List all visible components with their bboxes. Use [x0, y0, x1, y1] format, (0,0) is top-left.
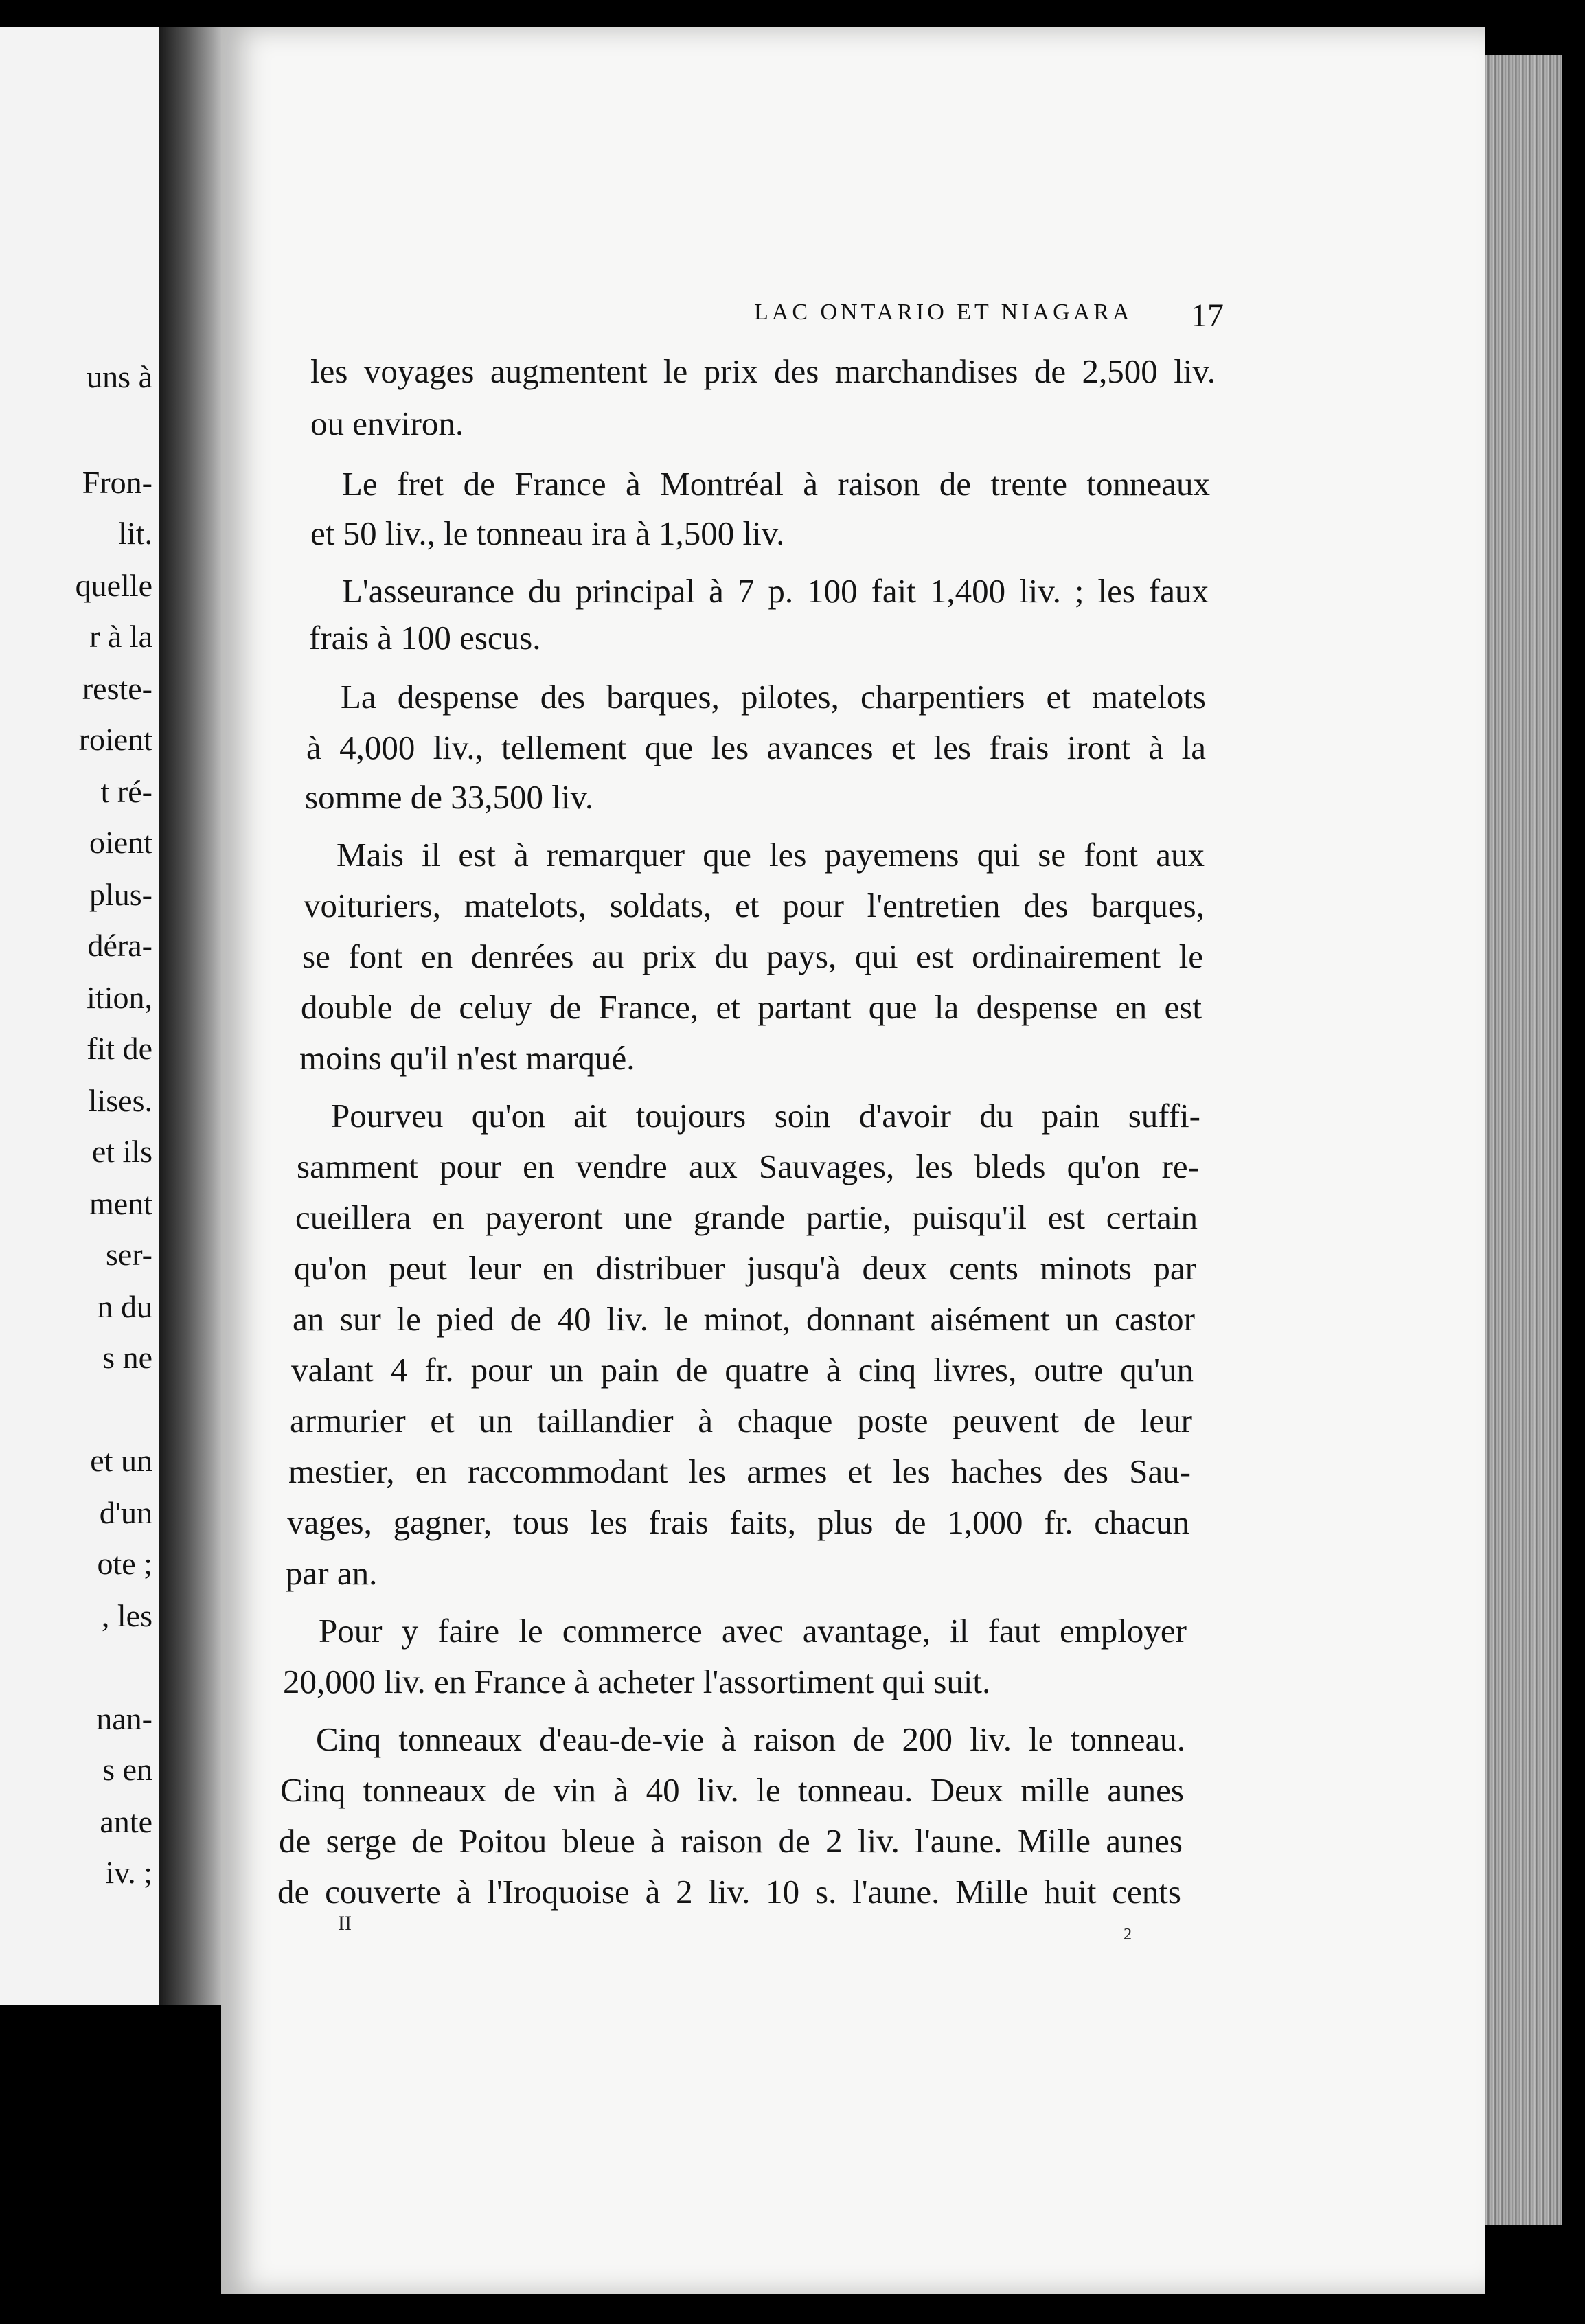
text-line: se font en denrées au prix du pays, qui est ordinairement le — [302, 937, 1203, 975]
page-edges — [1485, 55, 1562, 2225]
left-page-line: et ils — [91, 1134, 152, 1169]
text-line: de couverte à l'Iroquoise à 2 liv. 10 s. l'aune. Mille huit cents — [277, 1873, 1181, 1911]
text-line: et 50 liv., le tonneau ira à 1,500 liv. — [310, 514, 785, 552]
left-page-line: lises. — [88, 1083, 152, 1118]
text-line: mestier, en raccommodant les armes et les haches des Sau- — [288, 1452, 1191, 1490]
text-line: La despense des barques, pilotes, charpentiers et matelots — [341, 678, 1206, 716]
left-page-line: s ne — [102, 1340, 152, 1375]
left-page-line: t ré- — [100, 774, 152, 809]
text-line: somme de 33,500 liv. — [305, 778, 594, 816]
text-line: Cinq tonneaux d'eau-de-vie à raison de 200 liv. le tonneau. — [316, 1720, 1185, 1758]
left-page-line: n du — [97, 1289, 152, 1324]
left-page-line: uns à — [87, 359, 152, 394]
text-line: frais à 100 escus. — [309, 619, 541, 657]
left-page-line: nan- — [96, 1701, 152, 1736]
text-line: moins qu'il n'est marqué. — [299, 1039, 635, 1077]
text-line: Le fret de France à Montréal à raison de trente tonneaux — [342, 465, 1210, 503]
page-number: 17 — [1191, 297, 1224, 334]
left-page-line: ante — [100, 1804, 152, 1839]
text-line: à 4,000 liv., tellement que les avances et les frais iront à la — [306, 729, 1206, 766]
text-line: an sur le pied de 40 liv. le minot, donnant aisément un castor — [293, 1300, 1195, 1338]
main-page — [221, 27, 1485, 2294]
running-title: LAC ONTARIO ET NIAGARA — [754, 299, 1133, 325]
text-line: double de celuy de France, et partant que la despense en est — [301, 988, 1202, 1026]
left-page-line: Fron- — [82, 465, 152, 500]
signature-mark-right: 2 — [1124, 1926, 1132, 1944]
text-line: valant 4 fr. pour un pain de quatre à cinq livres, outre qu'un — [291, 1351, 1194, 1389]
left-page-line: oient — [89, 825, 152, 860]
text-line: vages, gagner, tous les frais faits, plus de 1,000 fr. chacun — [287, 1503, 1189, 1541]
left-page-line: reste- — [82, 671, 152, 706]
left-page-line: plus- — [89, 877, 152, 912]
text-line: voituriers, matelots, soldats, et pour l'entretien des barques, — [304, 887, 1205, 924]
text-line: Pourveu qu'on ait toujours soin d'avoir du pain suffi- — [331, 1097, 1200, 1135]
text-line: L'asseurance du principal à 7 p. 100 fait 1,400 liv. ; les faux — [342, 572, 1209, 610]
signature-mark-left: II — [338, 1912, 352, 1935]
text-line: Pour y faire le commerce avec avantage, il faut employer — [319, 1612, 1187, 1650]
left-facing-page — [0, 27, 180, 2005]
left-page-line: ote ; — [97, 1546, 152, 1581]
left-page-line: ment — [89, 1186, 152, 1221]
left-page-line: lit. — [118, 516, 152, 551]
text-line: ou environ. — [310, 405, 464, 442]
text-line: qu'on peut leur en distribuer jusqu'à deux cents minots par — [294, 1249, 1196, 1287]
left-page-line: déra- — [87, 928, 152, 963]
left-page-line: ser- — [105, 1237, 152, 1272]
page-body — [221, 27, 1485, 2294]
text-line: cueillera en payeront une grande partie, puisqu'il est certain — [295, 1198, 1198, 1236]
text-line: armurier et un taillandier à chaque poste peuvent de leur — [290, 1402, 1192, 1439]
left-page-line: d'un — [99, 1495, 152, 1530]
text-line: 20,000 liv. en France à acheter l'assortiment qui suit. — [283, 1663, 991, 1700]
text-line: Cinq tonneaux de vin à 40 liv. le tonneau. Deux mille aunes — [280, 1771, 1184, 1809]
left-page-line: iv. ; — [105, 1855, 152, 1890]
left-page-line: roient — [78, 722, 152, 757]
text-line: de serge de Poitou bleue à raison de 2 liv. l'aune. Mille aunes — [279, 1822, 1183, 1860]
text-line: samment pour en vendre aux Sauvages, les bleds qu'on re- — [297, 1148, 1199, 1185]
left-page-line: et un — [90, 1443, 152, 1478]
text-line: par an. — [286, 1554, 378, 1592]
text-line: les voyages augmentent le prix des marchandises de 2,500 liv. — [310, 352, 1216, 390]
left-page-line: ition, — [87, 980, 152, 1015]
left-page-line: fit de — [87, 1031, 152, 1066]
book-gutter-shadow — [159, 27, 228, 2005]
left-page-line: quelle — [75, 568, 152, 603]
left-page-line: r à la — [89, 619, 152, 654]
left-page-line: s en — [102, 1752, 152, 1787]
text-line: Mais il est à remarquer que les payemens qui se font aux — [337, 836, 1205, 874]
left-page-line: , les — [101, 1598, 152, 1633]
